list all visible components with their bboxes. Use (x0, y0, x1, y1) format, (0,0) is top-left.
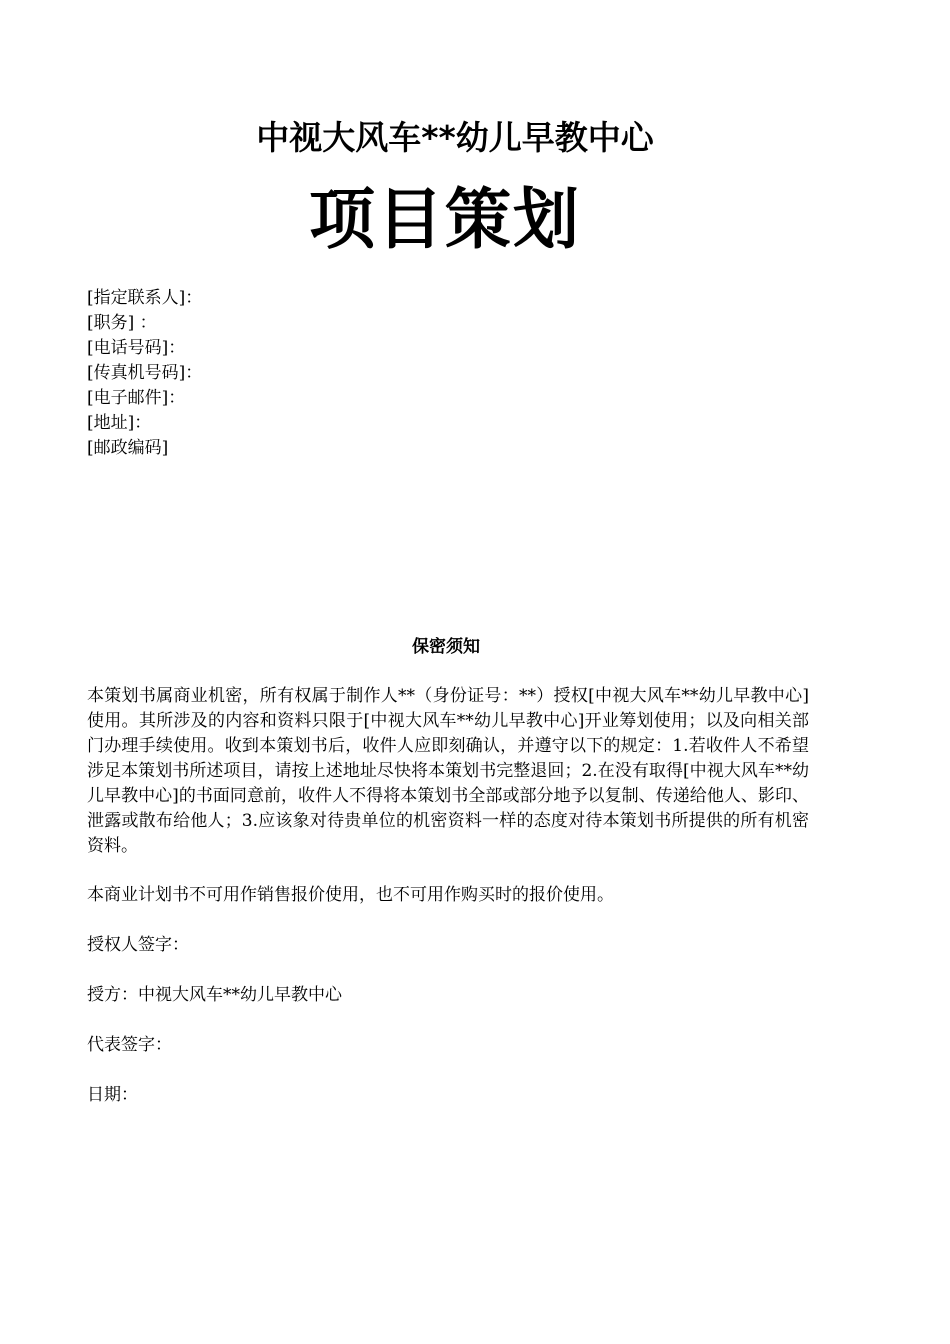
phone-field: [电话号码]： (87, 338, 186, 358)
contact-info-block (87, 286, 202, 461)
document-title: 中视大风车**幼儿早教中心 (256, 118, 654, 157)
fax-field: [传真机号码]： (87, 363, 203, 383)
date-line: 日期： (87, 1085, 138, 1105)
confidentiality-body: 本策划书属商业机密，所有权属于制作人**（身份证号：**）授权[中视大风车**幼儿早教中心]使用。其所涉及的内容和资料只限于[中视大风车**幼儿早教中心]开业筹划使用；以及向相关部门办理手续使用。收到本策划书后，收件人应即刻确认，并遵守以下的规定：1.若收件人不希望涉足本策划书所述项目，请按上述地址尽快将本策划书完整退回；2.在没有取得[中视大风车**幼儿早教中心]的书面同意前，收件人不得将本策划书全部或部分地予以复制、传递给他人、影印、泄露或散布给他人；3.应该象对待贵单位的机密资料一样的态度对待本策划书所提供的所有机密资料。 (87, 686, 809, 856)
grantee-line: 授方：中视大风车**幼儿早教中心 (87, 985, 342, 1005)
position-field: [职务] ： (87, 313, 157, 333)
usage-note: 本商业计划书不可用作销售报价使用，也不可用作购买时的报价使用。 (87, 885, 614, 905)
document-subtitle: 项目策划 (309, 181, 581, 258)
confidentiality-heading: 保密须知 (412, 637, 480, 657)
address-field: [地址]： (87, 413, 152, 433)
contact-person-field: [指定联系人]： (87, 288, 203, 308)
authorizer-signature-line: 授权人签字： (87, 935, 189, 955)
representative-signature-line: 代表签字： (87, 1035, 172, 1055)
postal-code-field: [邮政编码] (87, 438, 169, 458)
email-field: [电子邮件]： (87, 388, 186, 408)
